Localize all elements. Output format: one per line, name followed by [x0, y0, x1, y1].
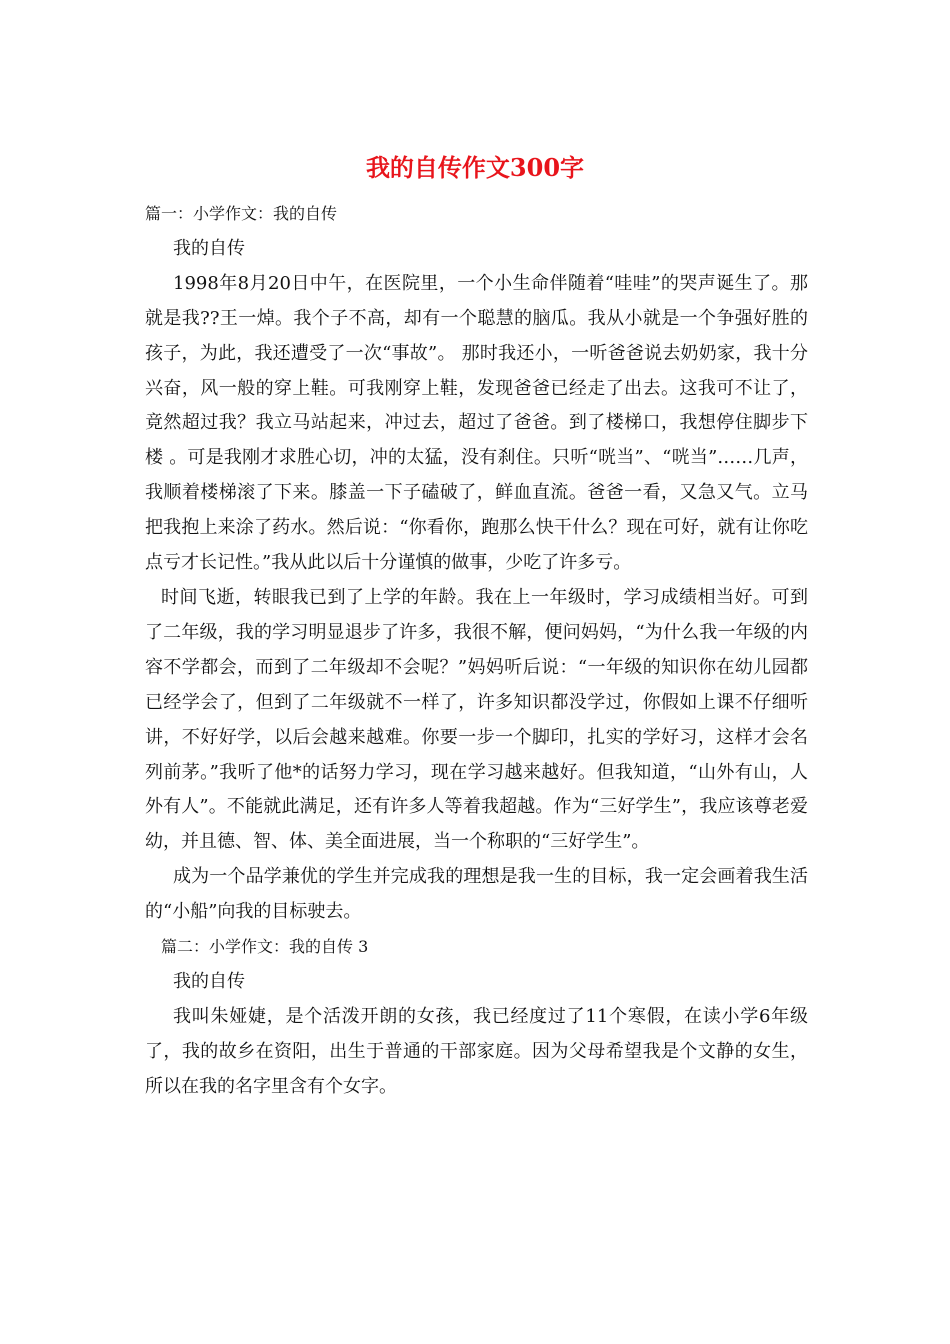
paragraph: 成为一个品学兼优的学生并完成我的理想是我一生的目标，我一定会画着我生活的“小船”向我的目标驶去。 [145, 866, 808, 923]
paragraph: 我叫朱娅婕，是个活泼开朗的女孩，我已经度过了11个寒假，在读小学6年级了，我的故乡在资阳，出生于普通的干部家庭。因为父母希望我是个文静的女生，所以在我的名字里含有个女字。 [145, 1005, 808, 1097]
section-heading: 篇二：小学作文：我的自传 3 [161, 937, 369, 957]
section-subtitle: 我的自传 [173, 970, 245, 992]
paragraph: 1998年8月20日中午，在医院里，一个小生命伴随着“哇哇”的哭声诞生了。那就是我??王一焯。我个子不高，却有一个聪慧的脑瓜。我从小就是一个争强好胜的孩子，为此，我还遭受了一次“事故”。 那时我还小，一听爸爸说去奶奶家，我十分兴奋，风一般的穿上鞋。可我刚穿上鞋，发现爸爸已经走了出去。这我可不让了，竟然超过我？我立马站起来，冲过去，超过了爸爸。到了楼梯口，我想停住脚步下楼 。可是我刚才求胜心切，冲的太猛，没有刹住。只听“咣当”、“咣当”……几声，我顺着楼梯滚了下来。膝盖一下子磕破了，鲜血直流。爸爸一看，又急又气。立马把我抱上来涂了药水。然后说：“你看你，跑那么快干什么？现在可好，就有让你吃点亏才长记性。”我从此以后十分谨慎的做事，少吃了许多亏。 [145, 272, 808, 574]
document-body [145, 197, 808, 1105]
paragraph: 时间飞逝，转眼我已到了上学的年龄。我在上一年级时，学习成绩相当好。可到了二年级，我的学习明显退步了许多，我很不解，便问妈妈，“为什么我一年级的内容不学都会，而到了二年级却不会呢？”妈妈听后说：“一年级的知识你在幼儿园都已经学会了，但到了二年级就不一样了，许多知识都没学过，你假如上课不仔细听讲，不好好学，以后会越来越难。你要一步一个脚印，扎实的学好习，这样才会名列前茅。”我听了他*的话努力学习，现在学习越来越好。但我知道，“山外有山，人外有人”。不能就此满足，还有许多人等着我超越。作为“三好学生”，我应该尊老爱幼，并且德、智、体、美全面进展，当一个称职的“三好学生”。 [145, 586, 808, 853]
section-heading: 篇一：小学作文：我的自传 [145, 204, 338, 223]
document-title: 我的自传作文300字 [365, 153, 585, 182]
section-subtitle: 我的自传 [173, 237, 245, 259]
